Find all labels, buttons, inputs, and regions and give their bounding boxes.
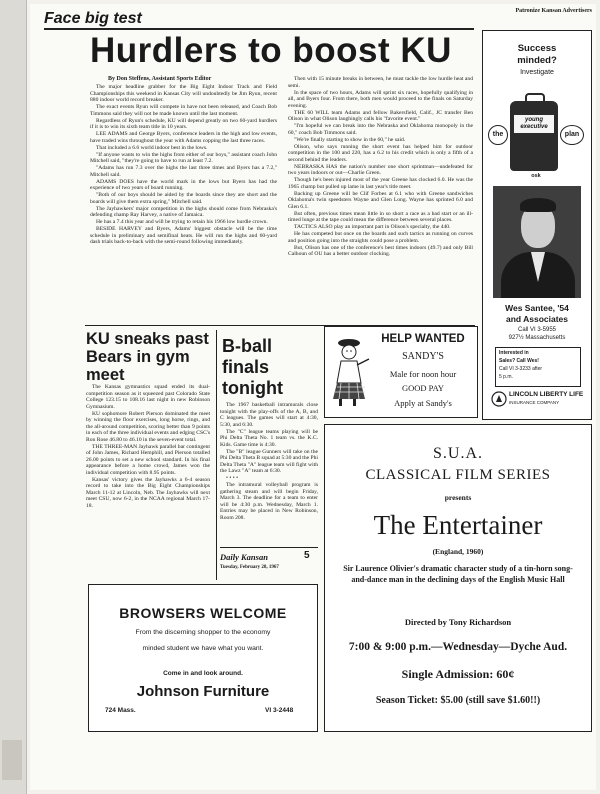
film-title: The Entertainer (373, 510, 543, 540)
agent-hair (520, 198, 556, 212)
folio-rule (220, 547, 318, 548)
folio-paper: Daily Kansan (220, 552, 268, 562)
paragraph: Regardless of Ryun's schedule, KU will depend greatly on two 60-yard hurdlers if it is to win its sixth team title in 10 years. (90, 117, 277, 130)
film-season-ticket: Season Ticket: $5.00 (still save $1.60!!) (375, 695, 541, 706)
paragraph: "I'm hopeful we can break into the Nebraska and Oklahoma monopoly in the 60," coach Bob Timmons said. (288, 123, 473, 136)
paragraph: Though he's been injured most of the year Greene has clocked 6.0. He was the 1965 champ but pulled up lame in last year's title meet. (288, 177, 473, 190)
help-title: HELP WANTED (381, 333, 465, 345)
insurance-q3: Investigate (520, 69, 554, 76)
film-showtime: 7:00 & 9:00 p.m.—Wednesday—Dyche Aud. (348, 641, 568, 653)
paragraph: ADAMS DOES have the world mark in the lows but Byers has had the experience of two years of board running. (90, 178, 277, 191)
folio-date: Tuesday, February 28, 1967 (220, 565, 279, 570)
film-series: CLASSICAL FILM SERIES (365, 467, 551, 483)
scottish-girl-illustration (331, 337, 371, 407)
plan-sub-label: osk (531, 173, 541, 179)
paragraph: The "B" league Gunners will take on the Phi Delta Theta B squad at 5:30 and the Phi Delta Theta "A" league team will fight with the Lawz "A" team at 6:30. (220, 448, 318, 474)
furniture-name: Johnson Furniture (136, 683, 270, 700)
help-line-3: Apply at Sandy's (394, 398, 452, 408)
film-presents: presents (444, 493, 472, 502)
paragraph: The Jayhawkers' major competition in the highs should come from Nebraska's defending champ Ray Harvey, a native of Jamaica. (90, 205, 277, 218)
film-org: S.U.A. (432, 445, 483, 462)
paragraph: He has competed but once on the boards and such tactics as running on curves and position going into the straights could pose a problem. (288, 231, 473, 244)
sales-inquiry-box (495, 347, 581, 387)
company-sub: INSURANCE COMPANY (509, 400, 560, 405)
furniture-ad (88, 584, 318, 732)
column-rule (216, 330, 217, 580)
liberty-bell-logo (491, 391, 507, 407)
paragraph: But, Olison has one of the conference's best times indoors (49.7) and only Bill Calhoun of OU has a better outdoor clocking. (288, 244, 473, 257)
help-line-1: Male for noon hour (389, 369, 457, 379)
paragraph: THE THREE-MAN Jayhawk parallel bar contingent of John James, Richard Hemphill, and Pierson totalled 26.00 points to set a new school standard. In his final appearance before a home crowd, James won the individual competition with 8.95 points. (86, 443, 210, 476)
paragraph: "Both of our boys should be aided by the boards since they are short and the boards will give them extra spring," Mitchell said. (90, 192, 277, 205)
paragraph: The exact events Ryun will compete in have not been released, and Coach Bob Timmons said they will not be made known until the last moment. (90, 104, 277, 117)
paragraph: "If anyone wants to win the highs from either of our boys," assistant coach John Mitchell said, "they're going to have to run at least 7.2. (90, 151, 277, 164)
paragraph: But often, previous times mean little in so short a race as a bad start or an ill-timed lunge at the tape could mean the difference between several places. (288, 210, 473, 223)
paragraph: Backing up Greene will be Clif Forbes at 6.1 who with Greene sandwiches Oklahoma's twin speedsters Wayne and Glen Long. Wayne has sprinted 6.0 and Glen 6.1. (288, 190, 473, 210)
lead-column-2 (288, 76, 473, 322)
advertisers-line: Patronize Kansan Advertisers (515, 8, 592, 14)
company-name: LINCOLN LIBERTY LIFE (509, 391, 584, 398)
film-series-ad (324, 424, 592, 732)
help-wanted-ad (324, 326, 478, 418)
inquiry-line-2: Sales? Call Wes! (499, 358, 539, 364)
paragraph: "We're finally starting to show in the 60," he said. (294, 136, 406, 143)
insurance-ad (482, 30, 592, 420)
agent-phone: Call VI 3-5955 (517, 327, 557, 333)
gym-story-body (86, 384, 210, 580)
paragraph: BESIDE HARVEY and Byers, Adams' biggest obstacle will be the time schedule in preliminary and semifinal heats. He will run the highs and 60-yard dash trials back-to-back with the semi-round following immediately. (90, 226, 277, 245)
film-origin: (England, 1960) (432, 547, 484, 556)
paragraph: NEBRASKA HAS the nation's number one short sprintman—undefeated for two years indoors or out—Charlie Green. (288, 163, 473, 176)
binding-shadow (2, 740, 22, 780)
lead-column-1 (90, 84, 277, 322)
plan-left-label: the (488, 125, 508, 145)
paragraph: That included a 6.6 world indoor best in the lows. (96, 144, 208, 151)
furniture-invite: Come in and look around. (163, 670, 243, 677)
lead-headline: Hurdlers to boost KU (90, 31, 452, 70)
film-description: Sir Laurence Olivier's dramatic character study of a tin-horn song-and-dance man in the declining days of the English Music Hall (343, 564, 573, 584)
furniture-title: BROWSERS WELCOME (119, 605, 287, 621)
paragraph: The Kansas gymnastics squad ended its dual-competition season as it squeezed past Colorado State College 123.15 to 108.16 last night in new Robinson Gymnasium. (86, 384, 210, 410)
agent-address: 927½ Massachusetts (508, 335, 566, 341)
bball-story-body (220, 402, 318, 542)
paragraph: • • • • (226, 475, 239, 481)
binding-edge (0, 0, 27, 794)
insurance-q2: minded? (517, 55, 557, 66)
plan-mid-label: young executive (514, 115, 554, 133)
header-rule (44, 28, 474, 30)
paragraph: THE 60 WILL team Adams and fellow Bakersfield, Calif., JC transfer Ben Olison in what Olison laughingly calls his "favorite event." (288, 109, 473, 122)
young-executive-plan-graphic (486, 85, 586, 180)
help-business: SANDY'S (402, 351, 444, 362)
paragraph: LEE ADAMS and George Byers, conference leaders in the high and low events, have traded wins throughout the year with Adams copping the last three races. (90, 131, 277, 144)
paragraph: Then with 15 minute breaks in between, he must tackle the low hurdle heat and semi. (288, 76, 473, 89)
paragraph: The 1967 basketball intramurals close tonight with the play-offs of the A, B, and C leagues. The games will start at 4:30, 5:30, and 6:30. (220, 402, 318, 428)
paragraph: He has a 7.4 this year and will be trying to retain his 1966 low hurdle crown. (96, 219, 268, 225)
agent-name: Wes Santee, '54 (505, 303, 569, 313)
paragraph: "Adams has run 7.3 over the highs the last three times and Byers has a 7.2," Mitchell said. (90, 165, 277, 178)
sheet (30, 4, 596, 790)
inquiry-line-4: 5 p.m. (499, 374, 513, 380)
inquiry-line-3: Call VI 3-3233 after (499, 366, 543, 372)
agent-photo (493, 186, 581, 298)
agent-associates: and Associates (505, 314, 569, 324)
film-single-admission: Single Admission: 60¢ (401, 667, 515, 681)
paragraph: KU sophomore Robert Pierson dominated the meet by winning the floor exercises, long horse, rings, and the all-around competition, scoring better than 9 points in each of the three individual events and edging CSC's Ron Rose 46.80 to 46.10 in the seven-event total. (86, 410, 210, 443)
briefcase-handle (525, 93, 545, 103)
bball-headline: B-ball finals tonight (222, 336, 283, 398)
help-line-2: GOOD PAY (401, 383, 445, 393)
section-kicker: Face big test (44, 10, 142, 27)
paragraph: Olison, who says running the short event has helped him for outdoor competition in the 100 and 220, has a 6.2 to his credit which is only a fifth of a second behind the leaders. (288, 143, 473, 163)
inquiry-line-1: Interested in (499, 350, 529, 356)
paragraph: TACTICS ALSO play an important part in Olison's specialty, the 440. (294, 224, 451, 230)
folio-page-number: 5 (304, 550, 310, 561)
lead-byline: By Don Steffens, Assistant Sports Editor (108, 76, 212, 82)
paragraph: The intramural volleyball program is gathering steam and will begin Friday, March 3. The deadline for a team to enter will be 4:30 p.m. Wednesday, March 1. Entries may be placed in New Robinson, Room 208. (220, 482, 318, 521)
paragraph: Kansas' victory gives the Jayhawks a 6-4 season record to take into the Big Eight Championships March 11-12 at Lincoln, Neb. The Jayhawks will next meet CSU, now 6-2, in the NCAA regional March 17-18. (86, 476, 210, 509)
insurance-q1: Success (517, 43, 557, 54)
furniture-address: 724 Mass. (105, 707, 136, 714)
gym-headline: KU sneaks past Bears in gym meet (86, 330, 209, 384)
plan-right-label: plan (560, 125, 584, 145)
paragraph: The major headline grabber for the Big Eight Indoor Track and Field Championships this weekend in Kansas City will undoubtedly be Jim Ryun, recent 880 indoor world record breaker. (90, 84, 277, 103)
furniture-phone: VI 3-2448 (265, 707, 294, 714)
briefcase-icon (510, 101, 558, 171)
film-director: Directed by Tony Richardson (404, 617, 512, 627)
furniture-line-2: minded student we have what you want. (142, 645, 264, 652)
paragraph: The "C" league teams playing will be Phi Delta Theta No. 1 team vs. the K.C. Kids. Game time is 4:30. (220, 428, 318, 448)
furniture-line-1: From the discerning shopper to the economy (135, 629, 271, 636)
paragraph: In the space of two hours, Adams will sprint six races, hopefully qualifying in all, and Byers four. From there, both men would proceed to the finals on Saturday evening. (288, 89, 473, 109)
